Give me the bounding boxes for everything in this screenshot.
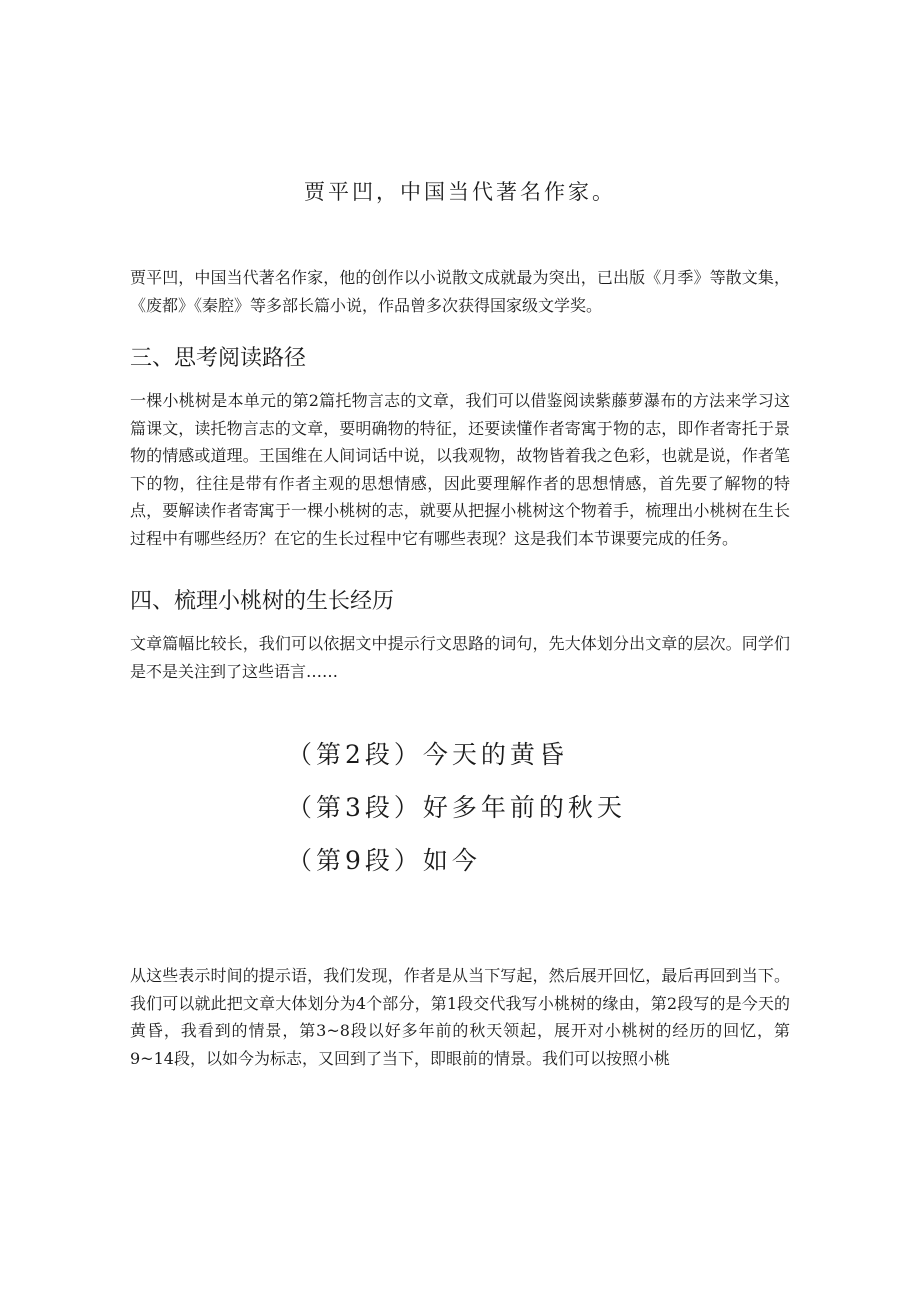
author-bio: 贾平凹，中国当代著名作家，他的创作以小说散文成就最为突出，已出版《月季》等散文集，《废都》《秦腔》等多部长篇小说，作品曾多次获得国家级文学奖。 bbox=[130, 268, 790, 315]
section3-body: 一棵小桃树是本单元的第2篇托物言志的文章，我们可以借鉴阅读紫藤萝瀑布的方法来学习这篇课文，读托物言志的文章，要明确物的特征，还要读懂作者寄寓于物的志，即作者寄托于景物的情感或道理。王国维在人间词话中说，以我观物，故物皆着我之色彩，也就是说，作者笔下的物，往往是带有作者主观的思想情感，因此要理解作者的思想情感，首先要了解物的特点，要解读作者寄寓于一棵小桃树的志，就要从把握小桃树这个物着手，梳理出小桃树在生长过程中有哪些经历？在它的生长过程中它有哪些表现？这是我们本节课要完成的任务。 bbox=[130, 391, 790, 548]
time-marker-list bbox=[287, 733, 626, 892]
section4-heading: 四、梳理小桃树的生长经历 bbox=[130, 589, 395, 614]
intro-line: 贾平凹，中国当代著名作家。 bbox=[304, 180, 616, 204]
time-marker-item: （第9段）如今 bbox=[287, 846, 481, 875]
section4-conclusion: 从这些表示时间的提示语，我们发现，作者是从当下写起，然后展开回忆，最后再回到当下。我们可以就此把文章大体划分为4个部分，第1段交代我写小桃树的缘由，第2段写的是今天的黄昏，我看到的情景，第3~8段以好多年前的秋天领起，展开对小桃树的经历的回忆，第9~14段，以如今为标志，又回到了当下，即眼前的情景。我们可以按照小桃 bbox=[130, 966, 790, 1068]
time-marker-item: （第2段）今天的黄昏 bbox=[287, 740, 568, 769]
section4-body: 文章篇幅比较长，我们可以依据文中提示行文思路的词句，先大体划分出文章的层次。同学们是不是关注到了这些语言…… bbox=[130, 634, 790, 681]
section3-heading: 三、思考阅读路径 bbox=[130, 346, 307, 371]
time-marker-item: （第3段）好多年前的秋天 bbox=[287, 793, 626, 822]
